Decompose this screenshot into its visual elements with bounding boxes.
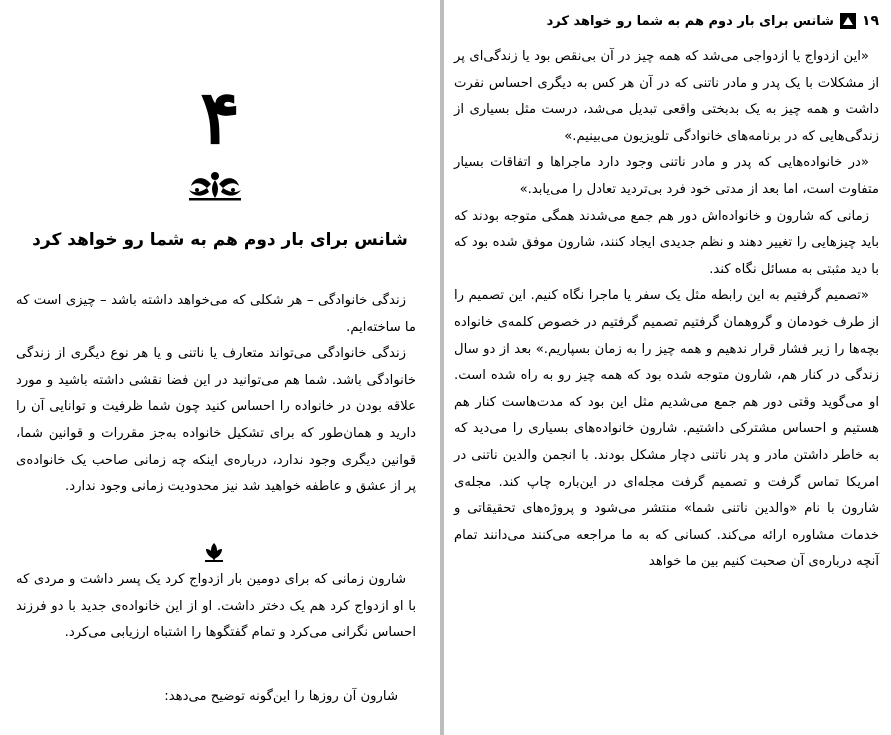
chapter-body-continued — [16, 567, 416, 647]
leaf-ornament-icon — [203, 541, 225, 563]
floral-ornament-icon — [185, 164, 245, 204]
paragraph: زندگی خانوادگی – هر شکلی که می‌خواهد داشته باشد – چیزی است که ما ساخته‌ایم. — [16, 293, 416, 335]
running-title: شانس برای بار دوم هم به شما رو خواهد کرد — [546, 13, 834, 29]
chapter-title: شانس برای بار دوم هم به شما رو خواهد کرد — [32, 230, 408, 250]
quote-intro: شارون آن روزها را این‌گونه توضیح می‌دهد: — [164, 689, 398, 704]
chapter-body — [16, 288, 416, 501]
running-header — [454, 8, 879, 34]
paragraph: زندگی خانوادگی می‌تواند متعارف یا ناتنی و یا هر نوع دیگری از زندگی خانوادگی باشد. شما هم می‌توانید در این فضا نقشی داشته باشید و مورد علاقه بودن در خانواده را احساس کنید چون شما ظرفیت و توانایی آن را دارید و همان‌طور که برای تشکیل خانواده به‌جز مقررات و قوانین شما، قوانین دیگری وجود ندارد، درباره‌ی اینکه چه زمانی صاحب یک خانواده‌ی پر از عشق و عاطفه خواهید شد نیز محدودیت زمانی وجود ندارد. — [16, 346, 416, 495]
paragraph: «در خانواده‌هایی که پدر و مادر ناتنی وجود دارد ماجراها و اتفاقات بسیار متفاوت است، اما بعد از مدتی خود فرد بی‌تردید تعادل را می‌یابد.» — [454, 155, 879, 197]
chapter-number: ۴ — [200, 75, 240, 161]
book-mark-icon — [840, 13, 856, 29]
paragraph: شارون زمانی که برای دومین بار ازدواج کرد یک پسر داشت و مردی که با او ازدواج کرد هم یک دختر داشت. او از این خانواده‌ی جدید با دو فرزند احساس نگرانی می‌کرد و تمام گفتگوها را اشتباه ارزیابی می‌کرد. — [16, 572, 416, 641]
paragraph: زمانی که شارون و خانواده‌اش دور هم جمع می‌شدند همگی متوجه بودند که باید چیزهایی را تغییر دهند و نظم جدیدی ایجاد کنند، شارون موفق شده بود که با دید مثبتی به مسائل نگاه کند. — [454, 208, 879, 277]
paragraph: «این ازدواج یا ازدواجی می‌شد که همه چیز در آن بی‌نقص بود یا زندگی‌ای پر از مشکلات با یک پدر و مادر ناتنی که در آن هر کس به دیگری احساس نفرت داشت و همه چیز به یک بدبختی واقعی تبدیل می‌شد، درست مثل بسیاری از زندگی‌هایی که در برنامه‌های خانوادگی تلویزیون می‌بینیم.» — [454, 49, 879, 144]
page-number: ۱۹ — [861, 13, 879, 29]
page-body — [454, 44, 879, 576]
left-page — [0, 0, 440, 735]
right-page — [444, 0, 891, 735]
paragraph: «تصمیم گرفتیم به این رابطه مثل یک سفر یا ماجرا نگاه کنیم. این تصمیم را از طرف خودمان و گروهمان گرفتیم تصمیم گرفتیم در خصوص کلمه‌ی خانواده بچه‌ها را زیر فشار قرار ندهیم و همه چیز را به زمان بسپاریم.» بعد از دو سال زندگی در کنار هم، شارون متوجه شده بود که همه چیز رو به راه شده است. او می‌گوید وقتی دور هم جمع می‌شدیم مثل این بود که مدت‌هاست کنار هم هستیم و احساس مشترکی داشتیم. شارون خانواده‌های بسیاری را می‌دید که به خاطر داشتن مادر و پدر ناتنی دچار مشکل بودند. با انجمن والدین ناتنی در امریکا تماس گرفت و تصمیم گرفت مجله‌ای در این‌باره چاپ کند. مجله‌ی شارون با نام «والدین ناتنی شما» منتشر می‌شود و پروژه‌های تحقیقاتی و خدمات مشاوره ارائه می‌کند. کسانی که به ما مراجعه می‌کنند می‌دانند تمام آنچه درباره‌ی آن صحبت کنیم بین ما خواهد — [454, 288, 879, 570]
